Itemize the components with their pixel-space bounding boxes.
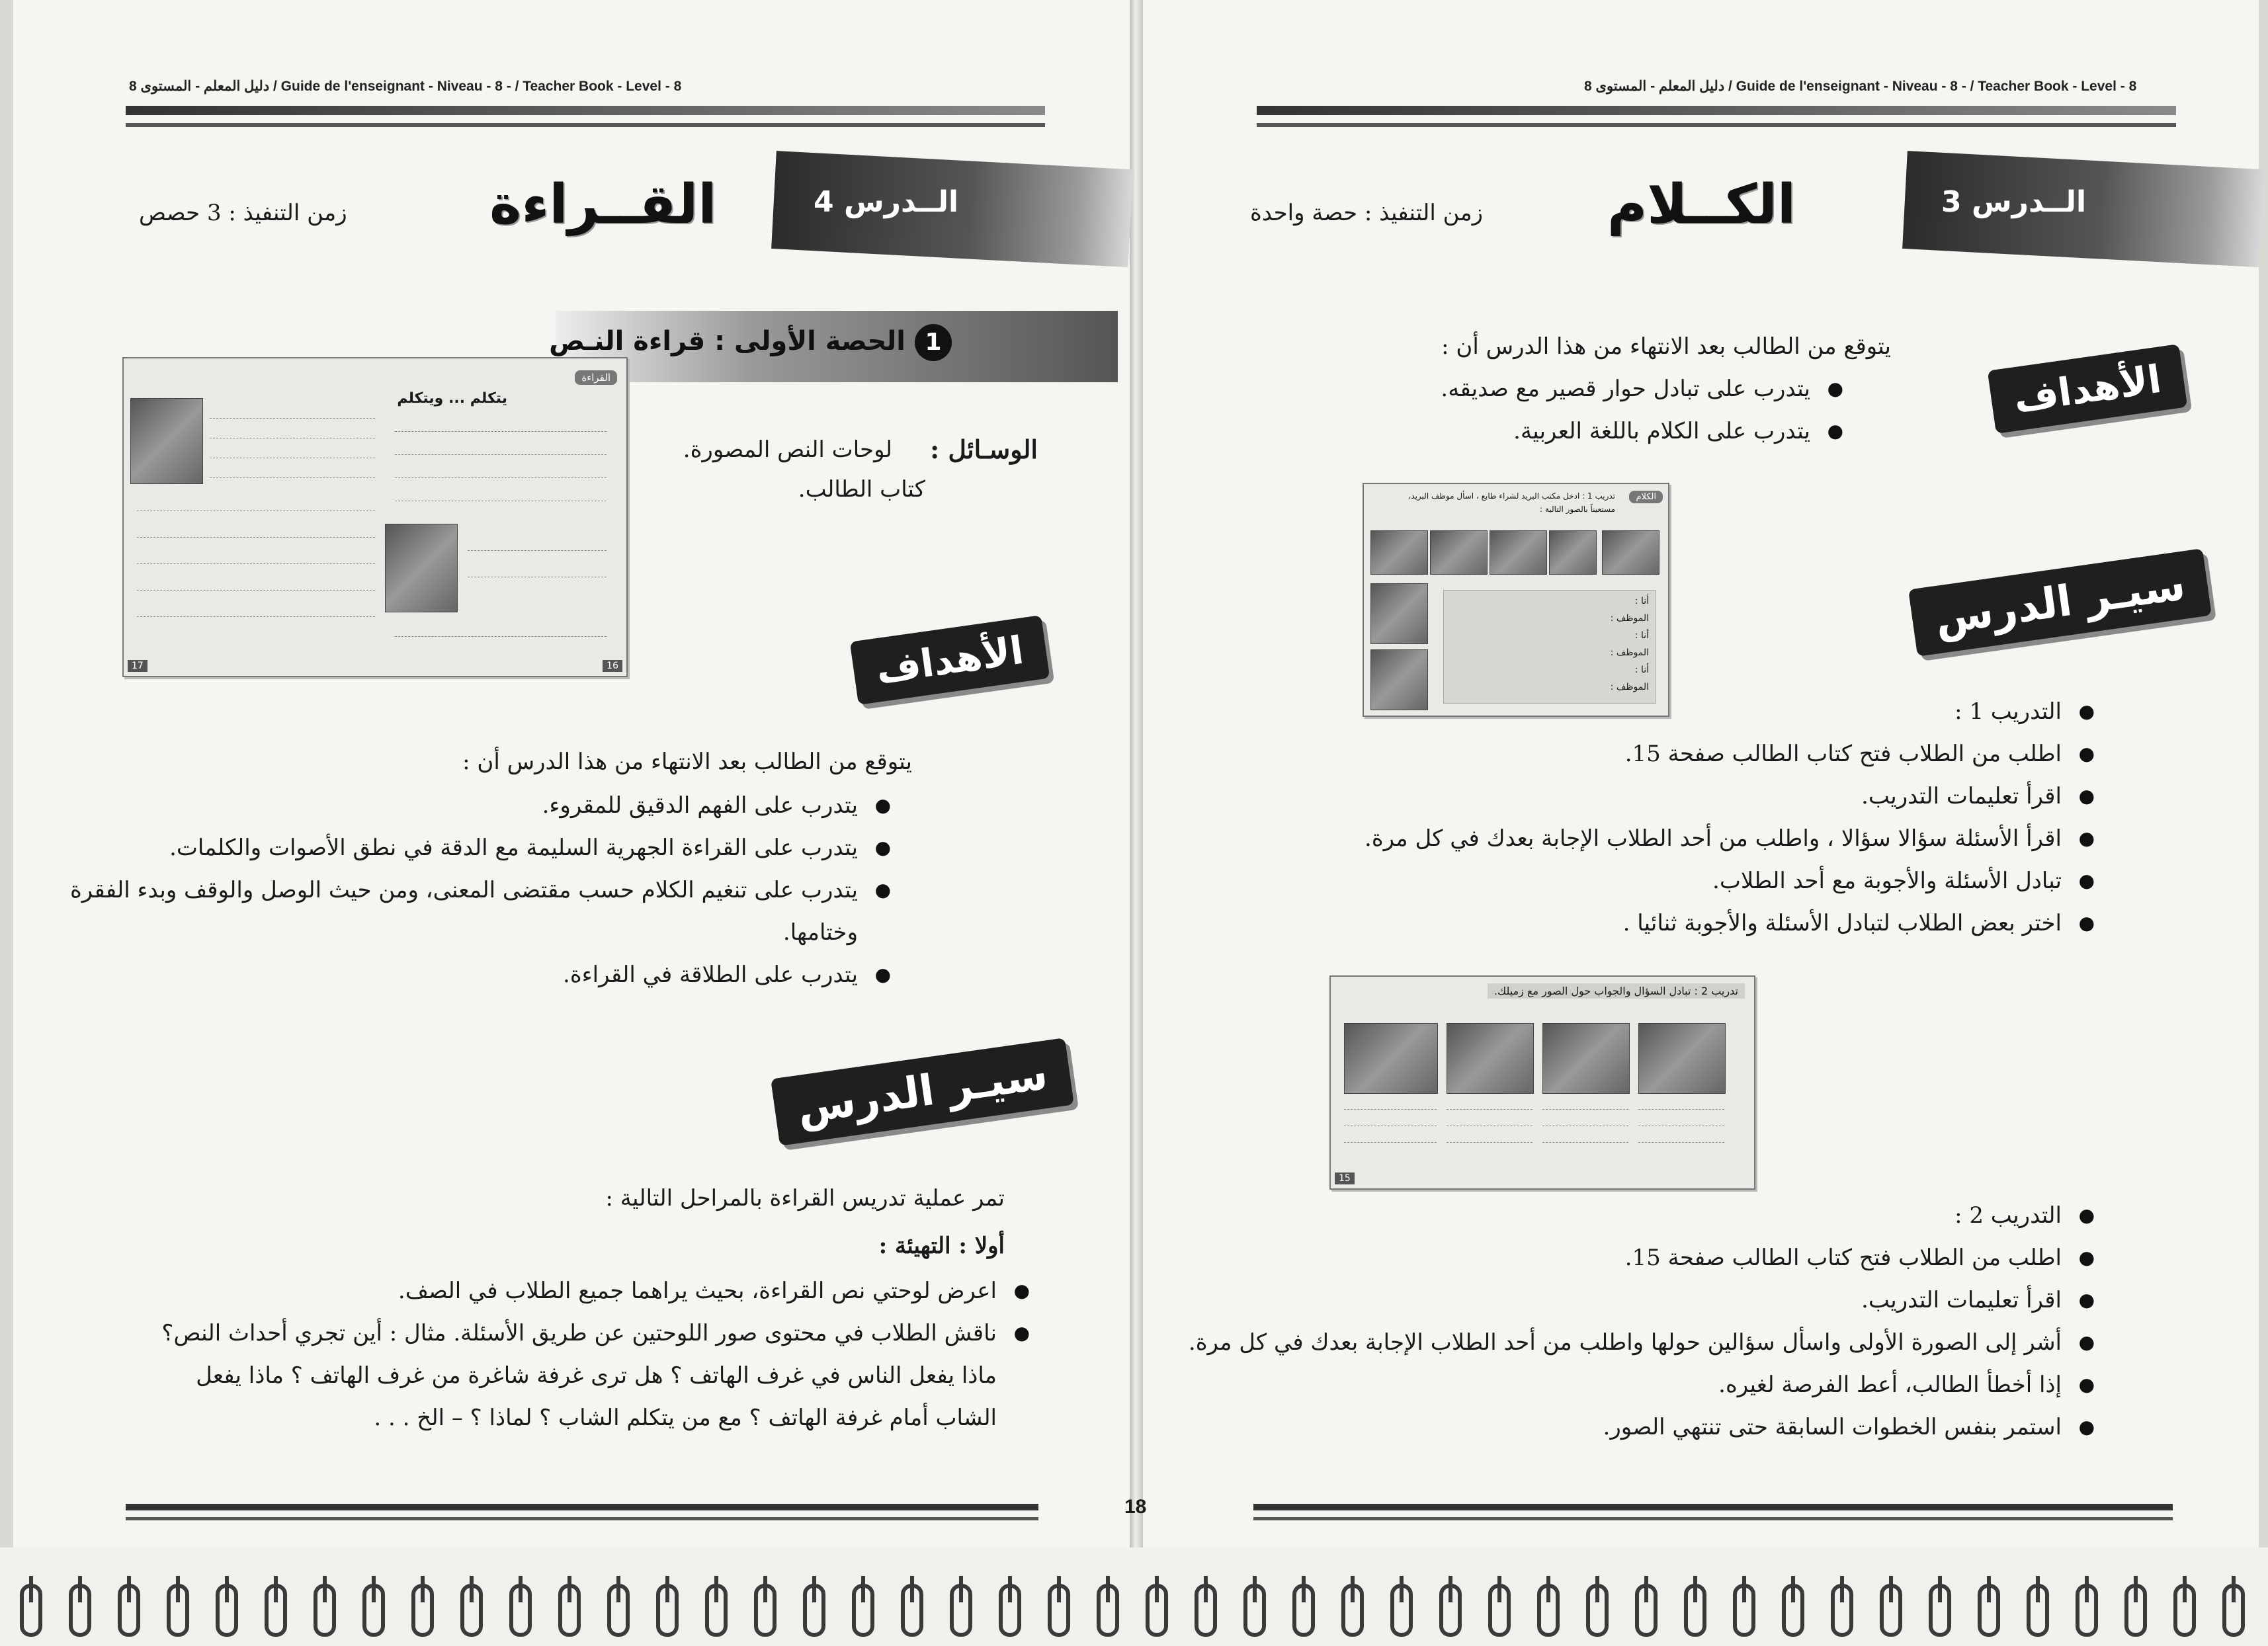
answer-line [1542,1142,1628,1143]
thumbnail-photo [1549,530,1597,575]
spiral-coil [1586,1584,1609,1637]
step-item: ● تبادل الأسئلة والأجوبة مع أحد الطلاب. [1137,860,2096,902]
spiral-coil [1341,1584,1364,1637]
answer-line [1542,1109,1628,1110]
lesson-label-left: الــدرس 4 [814,185,959,219]
lesson-duration-right: زمن التنفيذ : حصة واحدة [1250,200,1484,226]
form-line: أنا : [1634,630,1649,641]
spiral-coil [2124,1584,2147,1637]
spiral-coil [1880,1584,1902,1637]
thumbnail-caption: تدريب 2 : تبادل السؤال والجواب حول الصور مع زميلك. [1488,983,1745,999]
spiral-coil [901,1584,923,1637]
spiral-coil [1733,1584,1755,1637]
step-item: ● أشر إلى الصورة الأولى واسأل سؤالين حولها واطلب من أحد الطلاب الإجابة بعدك في كل مرة. [1137,1321,2096,1364]
footer-rule-right [1253,1504,2173,1510]
spiral-coil [705,1584,728,1637]
text-line [137,616,375,617]
reading-text-thumbnail [122,357,628,677]
step-item: ● اطلب من الطلاب فتح كتاب الطالب صفحة 15. [1137,1237,2096,1279]
exercise-1-thumbnail [1363,483,1669,717]
lesson-label-right: الــدرس 3 [1941,185,2087,219]
spiral-binding [0,1547,2268,1646]
thumbnail-photo [1638,1023,1726,1094]
goal-item: ● يتدرب على الطلاقة في القراءة. [0,954,892,996]
running-header-right: دليل المعلم - المستوى 8 / Guide de l'enseignant - Niveau - 8 - / Teacher Book - Level - 8 [1584,79,2137,94]
thumbnail-page-left: 17 [128,660,147,672]
spiral-coil [362,1584,385,1637]
step-item: ● التدريب 2 : [1137,1194,2096,1237]
spiral-coil [2173,1584,2196,1637]
spiral-coil [411,1584,434,1637]
spiral-coil [118,1584,140,1637]
step-item: ● إذا أخطأ الطالب، أعط الفرصة لغيره. [1137,1364,2096,1406]
spiral-coil [2027,1584,2049,1637]
spiral-coil [999,1584,1021,1637]
form-line: الموظف : [1610,682,1649,692]
thumbnail-photo [1490,530,1547,575]
spiral-coil [2222,1584,2245,1637]
text-line [468,550,607,551]
header-rule-right [1257,106,2176,115]
spiral-coil [852,1584,874,1637]
thumbnail-photo [1370,583,1428,644]
exercise-2-thumbnail [1329,975,1755,1190]
answer-line [1344,1109,1437,1110]
running-header-left: دليل المعلم - المستوى 8 / Guide de l'enseignant - Niveau - 8 - / Teacher Book - Level - 8 [129,79,682,94]
thumbnail-photo [1447,1023,1534,1094]
spiral-coil [314,1584,336,1637]
text-line [395,636,607,637]
header-rule-thin-left [126,123,1045,127]
form-line: الموظف : [1610,647,1649,658]
spiral-coil [803,1584,825,1637]
step-item: ● اختر بعض الطلاب لتبادل الأسئلة والأجوبة ثنائيا . [1137,902,2096,944]
header-rule-thin-right [1257,123,2176,127]
spiral-coil [167,1584,189,1637]
exercise-1-list [1137,690,2096,944]
text-line [137,563,375,564]
goal-item: ● يتدرب على الكلام باللغة العربية. [1249,410,1845,452]
spiral-coil [2076,1584,2098,1637]
steps-intro-left: تمر عملية تدريس القراءة بالمراحل التالية : [605,1185,1005,1212]
thumbnail-title: يتكلم ... ويتكلم [397,390,507,407]
steps-tag-left: سيـر الدرس [771,1038,1074,1146]
lesson-title-left: القــراءة [489,173,717,236]
step-item: ● اقرأ تعليمات التدريب. [1137,775,2096,817]
spiral-coil [1439,1584,1462,1637]
thumbnail-photo [1344,1023,1438,1094]
text-line [137,590,375,591]
header-rule-left [126,106,1045,115]
spiral-coil [1635,1584,1658,1637]
spiral-coil [1292,1584,1315,1637]
form-line: الموظف : [1610,613,1649,624]
tools-label: الوسـائل : [930,434,1038,464]
spiral-coil [950,1584,972,1637]
thumbnail-page-right: 16 [603,660,622,672]
phase-1-heading: أولا : التهيئة : [878,1233,1005,1259]
step-item: ● اقرأ تعليمات التدريب. [1137,1279,2096,1321]
thumbnail-photo-1 [130,398,203,484]
phase-item: ● ناقش الطلاب في محتوى صور اللوحتين عن طريق الأسئلة. مثال : أين تجري أحداث النص؟ ماذا يفعل الناس في غرف الهاتف ؟ هل ترى غرفة شاغرة من غرف الهاتف ؟ ماذا يفعل الشاب أمام غرفة الهاتف ؟ مع من يتكلم الشاب ؟ لماذا ؟ – الخ . . . [151,1312,1031,1439]
spiral-coil [1488,1584,1511,1637]
form-line: أنا : [1634,596,1649,606]
goals-tag-left: الأهداف [850,615,1050,705]
spiral-coil [460,1584,483,1637]
spiral-coil [656,1584,679,1637]
answer-line [1638,1142,1724,1143]
session-heading [549,324,952,361]
form-line: أنا : [1634,665,1649,675]
spiral-coil [754,1584,777,1637]
exercise-2-list [1137,1194,2096,1448]
spiral-coil [1537,1584,1560,1637]
text-line [210,418,375,419]
session-label: الحصة الأولى : قراءة النـص [549,326,905,356]
spiral-coil [1048,1584,1070,1637]
spiral-coil [509,1584,532,1637]
text-line [395,477,607,478]
spiral-coil [1929,1584,1951,1637]
step-item: ● استمر بنفس الخطوات السابقة حتى تنتهي الصور. [1137,1406,2096,1448]
thumbnail-badge: القراءة [575,370,617,385]
goals-list-left [0,784,892,996]
thumbnail-photo-2 [385,524,458,612]
spiral-coil [1978,1584,2000,1637]
spiral-coil [20,1584,42,1637]
phase-item: ● اعرض لوحتي نص القراءة، بحيث يراهما جميع الطلاب في الصف. [151,1270,1031,1312]
thumbnail-badge: الكلام [1629,491,1663,503]
thumbnail-page: 15 [1335,1173,1355,1184]
goal-item: ● يتدرب على تبادل حوار قصير مع صديقه. [1249,368,1845,410]
session-number: 1 [915,324,952,361]
thumbnail-caption: تدريب 1 : ادخل مكتب البريد لشراء طابع ، اسأل موظف البريد، مستعيناً بالصور التالية : [1408,491,1615,514]
spiral-coil [1782,1584,1804,1637]
thumbnail-photo [1542,1023,1630,1094]
goal-item: ● يتدرب على القراءة الجهرية السليمة مع الدقة في نطق الأصوات والكلمات. [0,827,892,869]
footer-rule-thin-right [1253,1517,2173,1520]
page-number: 18 [1124,1496,1147,1518]
thumbnail-form [1443,590,1656,704]
goals-tag-right: الأهداف [1988,344,2188,434]
tools-item-2: كتاب الطالب. [798,476,925,503]
spiral-coil [1390,1584,1413,1637]
thumbnail-photo [1602,530,1659,575]
goals-intro-right: يتوقع من الطالب بعد الانتهاء من هذا الدرس أن : [1441,333,1891,360]
goals-intro-left: يتوقع من الطالب بعد الانتهاء من هذا الدرس أن : [462,749,912,775]
spiral-coil [1243,1584,1266,1637]
answer-line [1447,1109,1533,1110]
tools-item-1: لوحات النص المصورة. [683,436,892,463]
spiral-coil [1684,1584,1706,1637]
step-item: ● التدريب 1 : [1137,690,2096,733]
answer-line [1638,1109,1724,1110]
footer-rule-thin-left [126,1517,1038,1520]
goal-item: ● يتدرب على الفهم الدقيق للمقروء. [0,784,892,827]
phase-1-list [151,1270,1031,1439]
text-line [137,537,375,538]
step-item: ● اطلب من الطلاب فتح كتاب الطالب صفحة 15. [1137,733,2096,775]
spiral-coil [216,1584,238,1637]
spiral-coil [607,1584,630,1637]
lesson-title-right: الكــلام [1607,173,1796,236]
spiral-coil [1146,1584,1168,1637]
footer-rule-left [126,1504,1038,1510]
goal-item: ● يتدرب على تنغيم الكلام حسب مقتضى المعنى، ومن حيث الوصل والوقف وبدء الفقرة وختامها. [0,869,892,954]
spiral-coil [69,1584,91,1637]
text-line [210,477,375,478]
thumbnail-photo [1430,530,1488,575]
spiral-coil [1831,1584,1853,1637]
text-line [395,431,607,432]
answer-line [1447,1142,1533,1143]
answer-line [1344,1142,1437,1143]
lesson-duration-left: زمن التنفيذ : 3 حصص [139,200,347,226]
spiral-coil [265,1584,287,1637]
spiral-coil [1195,1584,1217,1637]
text-line [395,454,607,455]
thumbnail-photo [1370,530,1428,575]
step-item: ● اقرأ الأسئلة سؤالا سؤالا ، واطلب من أحد الطلاب الإجابة بعدك في كل مرة. [1137,817,2096,860]
spiral-coil [558,1584,581,1637]
spiral-coil [1097,1584,1119,1637]
steps-tag-right: سيـر الدرس [1908,548,2212,657]
goals-list-right [1249,368,1845,452]
